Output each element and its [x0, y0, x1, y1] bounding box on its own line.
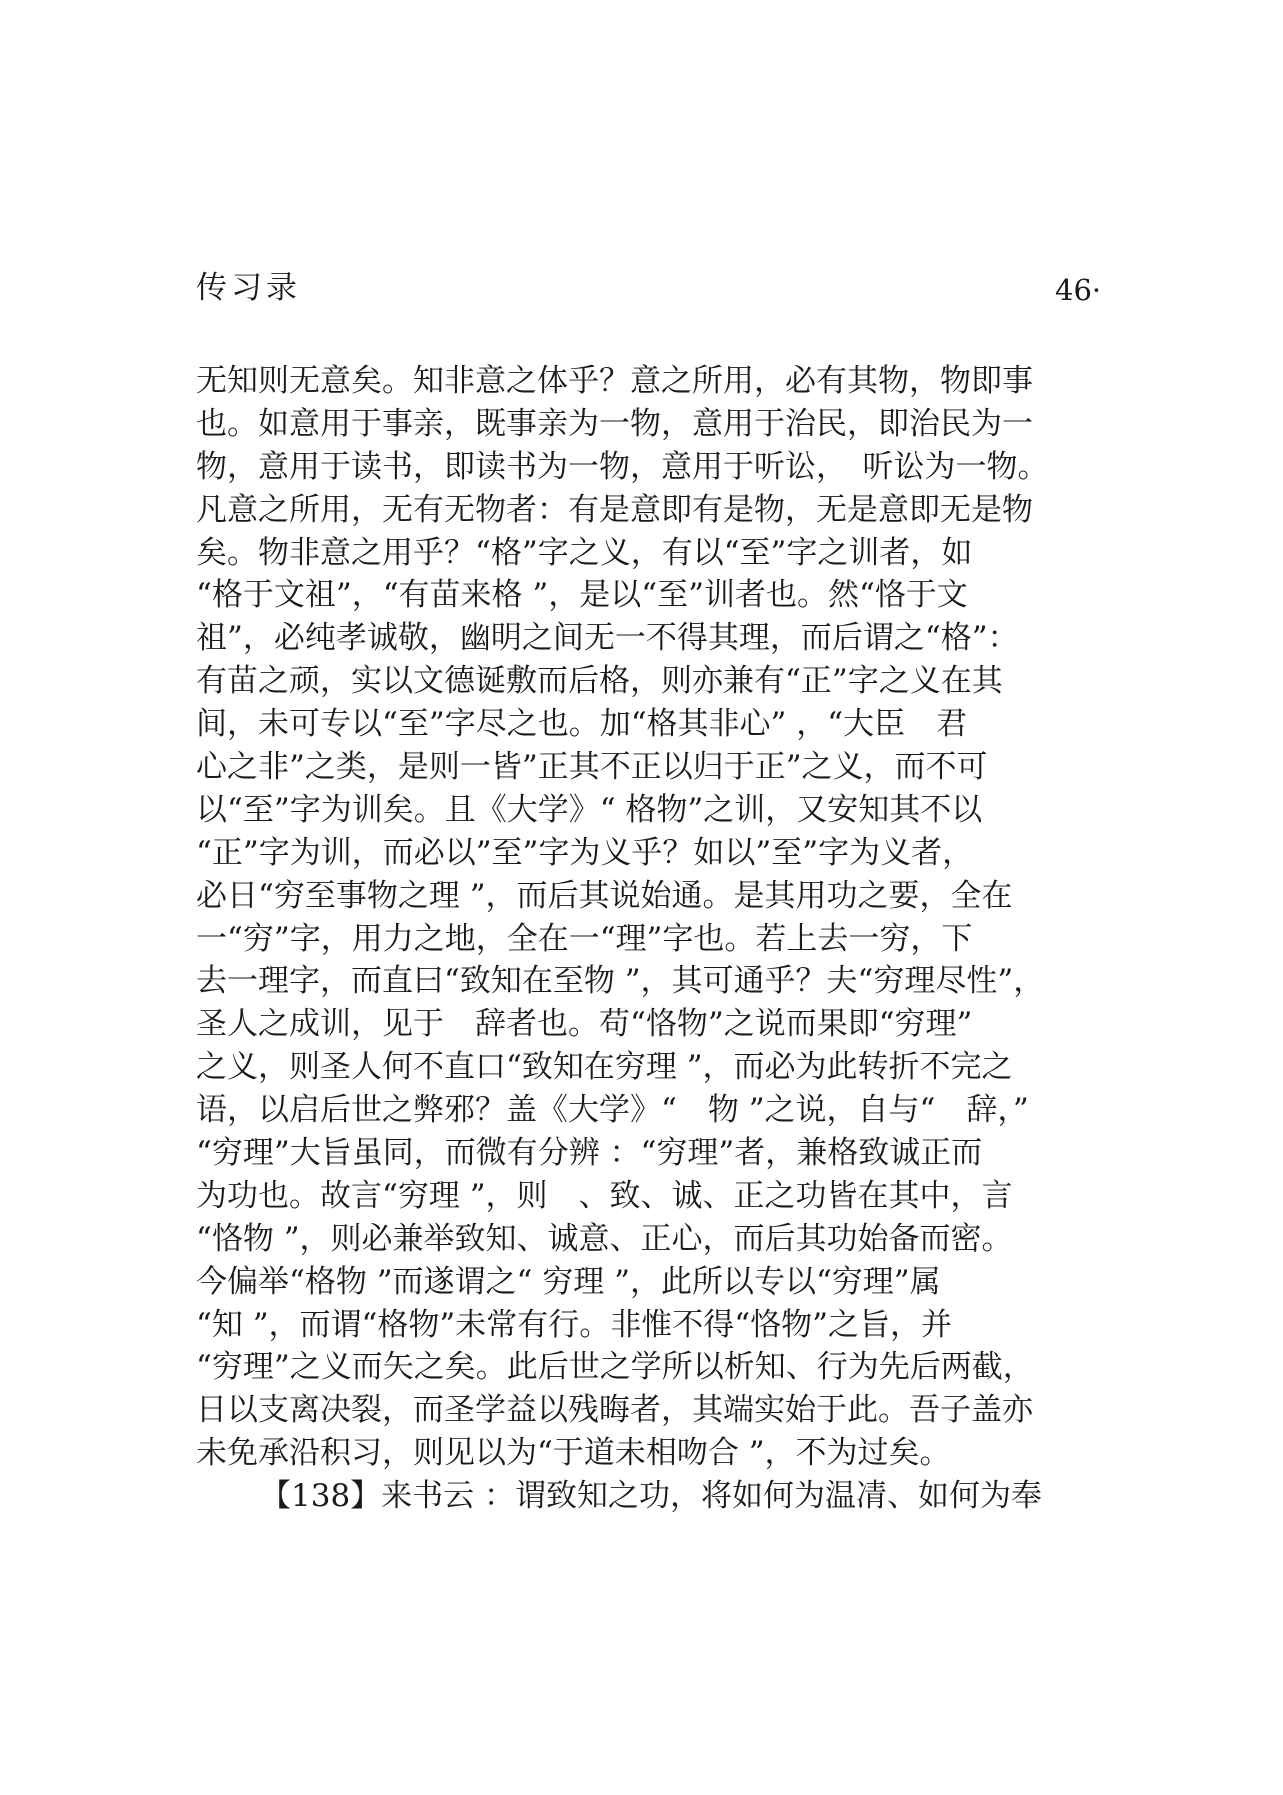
running-header-title: 传习录	[196, 270, 301, 306]
text-line: “恪物 ”，则必兼举致知、诚意、正心，而后其功始备而密。	[196, 1220, 1013, 1257]
text-line: 凡意之所用，无有无物者：有是意即有是物，无是意即无是物	[196, 491, 1033, 528]
text-line: 未免承沿积习，则见以为“于道未相吻合 ”，不为过矣。	[196, 1435, 951, 1472]
text-line: 间，未可专以“至”字尽之也。加“格其非心” ，“大臣 君	[196, 706, 968, 743]
text-line: “格于文祖”，“有苗来格 ”，是以“至”训者也。然“恪于文	[196, 577, 968, 614]
text-line: 日以支离决裂，而圣学益以残晦者，其端实始于此。吾子盖亦	[196, 1392, 1033, 1429]
text-line: 必日“穷至事物之理 ”，而后其说始通。是其用功之要，全在	[196, 877, 1013, 914]
text-line: 圣人之成训，见于 辞者也。苟“恪物”之说而果即“穷理”	[196, 1006, 973, 1043]
text-line: 心之非”之类，是则一皆”正其不正以归于正”之义，而不可	[196, 749, 988, 786]
text-line: 以“至”字为训矣。且《大学》“ 格物”之训，又安知其不以	[196, 791, 983, 828]
body-text	[196, 360, 1126, 1518]
text-line: 语，以启后世之弊邪？盖《大学》“ 物 ”之说，自与“ 辞，”	[196, 1092, 1029, 1129]
text-line: “正”字为训，而必以”至”字为义乎？如以”至”字为义者，	[196, 834, 974, 871]
text-line: 祖”，必纯孝诚敬，幽明之间无一不得其理，而后谓之“格”：	[196, 620, 1019, 657]
text-line: 今偏举“格物 ”而遂谓之“ 穷理 ”，此所以专以“穷理”属	[196, 1263, 941, 1300]
text-line: 无知则无意矣。知非意之体乎？意之所用，必有其物，物即事	[196, 363, 1033, 399]
text-line: 为功也。故言“穷理 ”，则 、致、诚、正之功皆在其中，言	[196, 1177, 1013, 1214]
page-number: 46·	[1055, 273, 1102, 307]
text-line: 之义，则圣人何不直口“致知在穷理 ”，而必为此转折不完之	[196, 1049, 1013, 1086]
paragraph-start-line: 【138】来书云 ：谓致知之功，将如何为温凊、如何为奉	[260, 1478, 1043, 1515]
text-line: “穷理”之义而矢之矣。此后世之学所以析知、行为先后两截，	[196, 1349, 1034, 1386]
text-line: 矣。物非意之用乎？“格”字之义，有以“至”字之训者，如	[196, 534, 973, 571]
text-line: 物，意用于读书，即读书为一物，意用于听讼， 听讼为一物。	[196, 448, 1049, 485]
text-line: 也。如意用于事亲，既事亲为一物，意用于治民，即治民为一	[196, 405, 1033, 442]
text-line: “知 ”，而谓“格物”未常有行。非惟不得“恪物”之旨，并	[196, 1306, 952, 1343]
text-line: 有苗之顽，实以文德诞敷而后格，则亦兼有“正”字之义在其	[196, 663, 1003, 700]
text-line: 一“穷”字，用力之地，全在一“理”字也。若上去一穷，下	[196, 920, 973, 957]
text-line: “穷理”大旨虽同，而微有分辨 ：“穷理”者，兼格致诚正而	[196, 1135, 983, 1172]
text-line: 去一理字，而直曰“致知在至物 ”，其可通乎？夫“穷理尽性”，	[196, 963, 1045, 1000]
